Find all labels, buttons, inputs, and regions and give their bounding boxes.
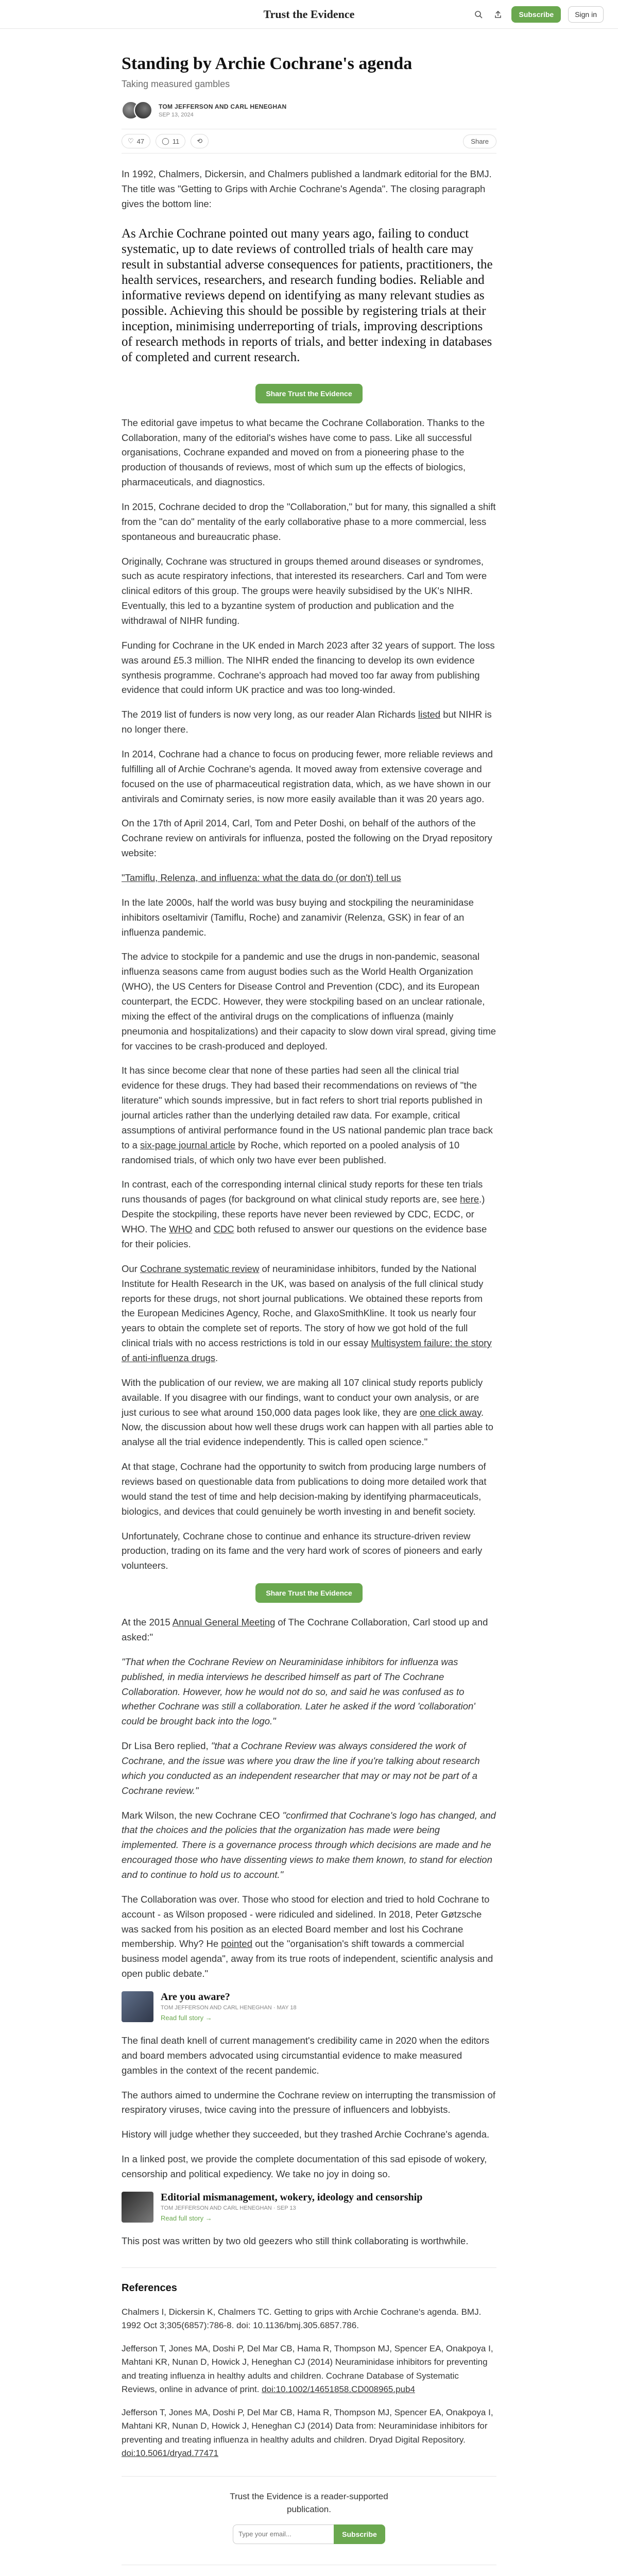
paragraph: Funding for Cochrane in the UK ended in March 2023 after 32 years of support. The loss was around £5.3 million. The NIHR ended the financing to develop its own evidence synthesis programme. Cochrane's approach had moved too far away from publishing evidence that could inform UK practice and was too long-winded. xyxy=(122,639,495,696)
post-title: Standing by Archie Cochrane's agenda xyxy=(122,54,413,73)
embedded-post-title[interactable]: Are you aware? xyxy=(161,1991,230,2003)
heart-icon: ♡ xyxy=(128,137,134,145)
subscribe-form xyxy=(122,2524,496,2544)
doi-link[interactable]: doi:10.5061/dryad.77471 xyxy=(122,2448,219,2459)
top-actions xyxy=(472,6,604,23)
paragraph: "That when the Cochrane Review on Neuraminidase inhibitors for influenza was published, in media interviews he described himself as part of The Cochrane Collaboration. However, how he would not do so, and said he was confused as to whether Cochrane was still a collaboration. Later he asked if the word 'collaboration' could be brought back into the logo." xyxy=(122,1656,475,1727)
essay-link[interactable]: Multisystem failure: the story of anti-influenza drugs xyxy=(122,1337,492,1363)
embedded-post-meta: TOM JEFFERSON AND CARL HENEGHAN · SEP 13 xyxy=(161,2205,296,2211)
paragraph: At that stage, Cochrane had the opportunity to switch from producing large numbers of reviews based on questionable data from publications to doing more detailed work that would stand the test of time and help decision-making by identifying pharmaceuticals, biologics, and devices that could genuinely be worth investing in and benefit society. xyxy=(122,1461,487,1517)
embedded-post[interactable] xyxy=(122,2192,496,2223)
restack-button[interactable] xyxy=(191,134,209,148)
references xyxy=(122,2282,496,2461)
email-input[interactable] xyxy=(233,2524,334,2544)
paragraph: The 2019 list of funders is now very long, as our reader Alan Richards listed but NIHR is no longer there. xyxy=(122,709,492,735)
subscribe-message: Trust the Evidence is a reader-supported publication. xyxy=(230,2491,388,2515)
systematic-review-link[interactable]: Cochrane systematic review xyxy=(140,1263,260,1274)
doi-link[interactable]: doi:10.1002/14651858.CD008965.pub4 xyxy=(262,2384,415,2395)
paragraph: With the publication of our review, we are making all 107 clinical study reports publicly available. If you disagree with our findings, want to conduct your own analysis, or are just curious to see what around 150,000 data pages look like, they are one click away. Now, the discussion about how well these drugs work can happen with all parties able to analyse all the trial evidence independently. This is called open science." xyxy=(122,1377,493,1448)
reference-item: Chalmers I, Dickersin K, Chalmers TC. Getting to grips with Archie Cochrane's agenda. BMJ. 1992 Oct 3;305(6857):786-8. doi: 10.1136/bmj.305.6857.786. xyxy=(122,2307,482,2331)
paragraph: It has since become clear that none of these parties had seen all the clinical trial evidence for these drugs. They had based their recommendations on reviews of "the literature" which sounds impressive, but in fact refers to short trial reports published in journal articles rather than the underlying detailed raw data. For example, critical assumptions of antiviral performance found in the US national pandemic plan trace back to a six-page journal article by Roche, which reported on a pooled analysis of 10 randomised trials, of which only two have ever been published. xyxy=(122,1065,493,1165)
header-subscribe-button[interactable]: Subscribe xyxy=(511,6,561,23)
paragraph: At the 2015 Annual General Meeting of The Cochrane Collaboration, Carl stood up and asked:" xyxy=(122,1617,488,1642)
embedded-post-thumbnail[interactable] xyxy=(122,2192,153,2223)
paragraph: The final death knell of current management's credibility came in 2020 when the editors and board members advocated using circumstantial evidence to make measured gambles in the context of the recent pandemic. xyxy=(122,2035,490,2076)
share-cta xyxy=(122,384,496,403)
paragraph: Originally, Cochrane was structured in groups themed around diseases or syndromes, such as acute respiratory infections, that interested its researchers. Carl and Tom were clinical editors of this group. The groups were heavily subsidised by the UK's NIHR. Eventually, this led to a byzantine system of production and publication and the withdrawal of NIHR funding. xyxy=(122,555,487,626)
top-bar xyxy=(0,0,618,29)
share-icon[interactable] xyxy=(492,8,504,21)
paragraph: In a linked post, we provide the complete documentation of this sad episode of wokery, censorship and political expediency. We take no joy in doing so. xyxy=(122,2154,487,2180)
one-click-link[interactable]: one click away xyxy=(420,1406,481,1418)
post-authors[interactable]: TOM JEFFERSON AND CARL HENEGHAN xyxy=(159,103,287,110)
reference-item: Jefferson T, Jones MA, Doshi P, Del Mar CB, Hama R, Thompson MJ, Spencer EA, Onakpoya I, Mahtani KR, Nunan D, Howick J, Heneghan CJ (2014) Neuraminidase inhibitors for preventing and treating influenza in healthy adults and children. Cochrane Database of Systematic Reviews, online in advance of print. doi:10.1002/14651858.CD008965.pub4 xyxy=(122,2343,493,2395)
post xyxy=(122,54,496,2576)
author-avatar[interactable] xyxy=(134,101,152,120)
references-heading: References xyxy=(122,2282,177,2294)
embedded-post-title[interactable]: Editorial mismanagement, wokery, ideology and censorship xyxy=(161,2191,423,2203)
like-button[interactable] xyxy=(122,134,150,148)
byline xyxy=(122,101,496,120)
subscribe-widget xyxy=(122,2476,496,2565)
paragraph: The advice to stockpile for a pandemic and use the drugs in non-pandemic, seasonal influenza seasons came from august bodies such as the World Health Organization (WHO), the US Centers for Disease Control and Prevention (CDC), and its European counterpart, the ECDC. However, they were stockpiling based on an unclear rationale, mixing the effect of the antiviral drugs on the complications of influenza (mainly pneumonia and hospitalizations) and their capacity to slow down viral spread, giving time for vaccines to be crash-produced and deployed. xyxy=(122,951,496,1052)
paragraph: Unfortunately, Cochrane chose to continue and enhance its structure-driven review production, trading on its fame and the very hard work of scores of pioneers and early volunteers. xyxy=(122,1530,483,1571)
paragraph: In 2015, Cochrane decided to drop the "Collaboration," but for many, this signalled a shift from the "can do" mentality of the early collaborative phase to a more commercial, less spontaneous and bureaucratic phase. xyxy=(122,501,496,542)
like-count: 47 xyxy=(136,137,145,145)
site-title[interactable]: Trust the Evidence xyxy=(263,7,355,21)
pointed-link[interactable]: pointed xyxy=(221,1938,252,1950)
share-publication-button[interactable]: Share Trust the Evidence xyxy=(255,1583,362,1603)
divider xyxy=(122,2267,496,2268)
post-subtitle: Taking measured gambles xyxy=(122,79,230,90)
sign-in-button[interactable]: Sign in xyxy=(568,6,604,23)
paragraph: In 1992, Chalmers, Dickersin, and Chalmers published a landmark editorial for the BMJ. The title was "Getting to Grips with Archie Cochrane's Agenda". The closing paragraph gives the bottom line: xyxy=(122,168,492,209)
paragraph: On the 17th of April 2014, Carl, Tom and Peter Doshi, on behalf of the authors of the Cochrane review on antivirals for influenza, posted the following on the Dryad repository website: xyxy=(122,818,492,859)
who-link[interactable]: WHO xyxy=(169,1224,193,1235)
cdc-link[interactable]: CDC xyxy=(213,1224,234,1235)
paragraph: The Collaboration was over. Those who stood for election and tried to hold Cochrane to account - as Wilson proposed - were ridiculed and sidelined. In 2018, Peter Gøtzsche was sacked from his position as an elected Board member and lost his Cochrane membership. Why? He pointed out the "organisation's shift towards a commercial business model agenda", away from its true roots of independent, scientific analysis and open public debate." xyxy=(122,1893,493,1979)
read-full-story-link[interactable]: Read full story → xyxy=(161,2014,212,2022)
paragraph: In the late 2000s, half the world was busy buying and stockpiling the neuraminidase inhibitors oseltamivir (Tamiflu, Roche) and zanamivir (Relenza, GSK) in fear of an influenza pandemic. xyxy=(122,896,474,938)
listed-link[interactable]: listed xyxy=(418,709,441,720)
paragraph: Dr Lisa Bero replied, "that a Cochrane Review was always considered the work of Cochrane, and the issue was where you draw the line if you're talking about research which you conducted as an independent researcher that may or may not be part of a Cochrane review." xyxy=(122,1740,480,1796)
comment-icon: ◯ xyxy=(162,137,169,145)
paragraph: History will judge whether they succeeded, but they trashed Archie Cochrane's agenda. xyxy=(122,2129,490,2140)
comment-button[interactable] xyxy=(156,134,185,148)
paragraph: The authors aimed to undermine the Cochrane review on interrupting the transmission of respiratory viruses, twice caving into the pressure of influencers and lobbyists. xyxy=(122,2089,495,2115)
share-cta xyxy=(122,1583,496,1603)
paragraph: Mark Wilson, the new Cochrane CEO "confirmed that Cochrane's logo has changed, and that the choices and the policies that the organization has made were being implemented. There is a governance process through which decisions are made and he encouraged those who have dissenting views to make them known, to stand for election and to continue to hold us to account." xyxy=(122,1809,496,1880)
paragraph: This post was written by two old geezers who still think collaborating is worthwhile. xyxy=(122,2235,469,2246)
read-full-story-link[interactable]: Read full story → xyxy=(161,2214,212,2222)
subscribe-button[interactable]: Subscribe xyxy=(334,2524,385,2544)
embedded-post-meta: TOM JEFFERSON AND CARL HENEGHAN · MAY 18 xyxy=(161,2005,297,2011)
journal-article-link[interactable]: six-page journal article xyxy=(140,1139,236,1150)
search-icon[interactable] xyxy=(472,8,485,21)
share-publication-button[interactable]: Share Trust the Evidence xyxy=(255,384,362,403)
paragraph: In 2014, Cochrane had a chance to focus on producing fewer, more reliable reviews and fulfilling all of Archie Cochrane's agenda. It moved away from extensive coverage and focused on the use of pharmaceutical registration data, which, as we have shown in our antivirals and Comirnaty series, is now more easily available than it was 20 years ago. xyxy=(122,749,493,804)
embedded-post-thumbnail[interactable] xyxy=(122,1991,153,2022)
here-link[interactable]: here xyxy=(460,1194,479,1205)
paragraph: The editorial gave impetus to what became the Cochrane Collaboration. Thanks to the Collaboration, many of the editorial's wishes have come to pass. Like all successful organisations, Cochrane expanded and moved on from a pioneering phase to the production of thousands of reviews, most of which sum up the effects of biologics, pharmaceuticals, and diagnostics. xyxy=(122,417,485,488)
embedded-post[interactable] xyxy=(122,1991,496,2022)
post-date: SEP 13, 2024 xyxy=(159,111,194,118)
paragraph: In contrast, each of the corresponding internal clinical study reports for these ten trials runs thousands of pages (for background on what clinical study reports are, see here.) Despite the stockpiling, these reports have never been reviewed by CDC, ECDC, or WHO. The WHO and CDC both refused to answer our questions on the evidence base for their policies. xyxy=(122,1179,487,1249)
restack-icon: ⟲ xyxy=(197,137,203,145)
share-button[interactable]: Share xyxy=(463,134,496,148)
comment-count: 11 xyxy=(172,137,180,145)
dryad-post-link[interactable]: "Tamiflu, Relenza, and influenza: what the data do (or don't) tell us xyxy=(122,872,401,884)
post-actions xyxy=(122,129,496,154)
reference-item: Jefferson T, Jones MA, Doshi P, Del Mar CB, Hama R, Thompson MJ, Spencer EA, Onakpoya I, Mahtani KR, Nunan D, Howick J, Heneghan CJ (2014) Data from: Neuraminidase inhibitors for preventing and treating influenza in healthy adults and children. Dryad Digital Repository. doi:10.5061/dryad.77471 xyxy=(122,2407,493,2459)
paragraph xyxy=(122,871,496,886)
post-body xyxy=(122,167,496,2249)
paragraph: Our Cochrane systematic review of neuraminidase inhibitors, funded by the National Institute for Health Research in the UK, was based on analysis of the full clinical study reports for these drugs, not short journal publications. We obtained these reports from the European Medicines Agency, Roche, and GlaxoSmithKline. It took us nearly four years to obtain the complete set of reports. The story of how we got hold of the full clinical trials with no access restrictions is told in our essay Multisystem failure: the story of anti-influenza drugs. xyxy=(122,1263,492,1363)
pull-quote: As Archie Cochrane pointed out many years ago, failing to conduct systematic, up to date reviews of controlled trials of health care may result in substantial adverse consequences for patients, practitioners, the health services, researchers, and research funding bodies. Reliable and informative reviews depend on identifying as many relevant studies as possible. Achieving this should be possible by registering trials at their inception, minimising underreporting of trials, improving descriptions of research methods in reports of trials, and better indexing in databases of completed and current research. xyxy=(122,226,493,364)
agm-link[interactable]: Annual General Meeting xyxy=(172,1617,276,1628)
